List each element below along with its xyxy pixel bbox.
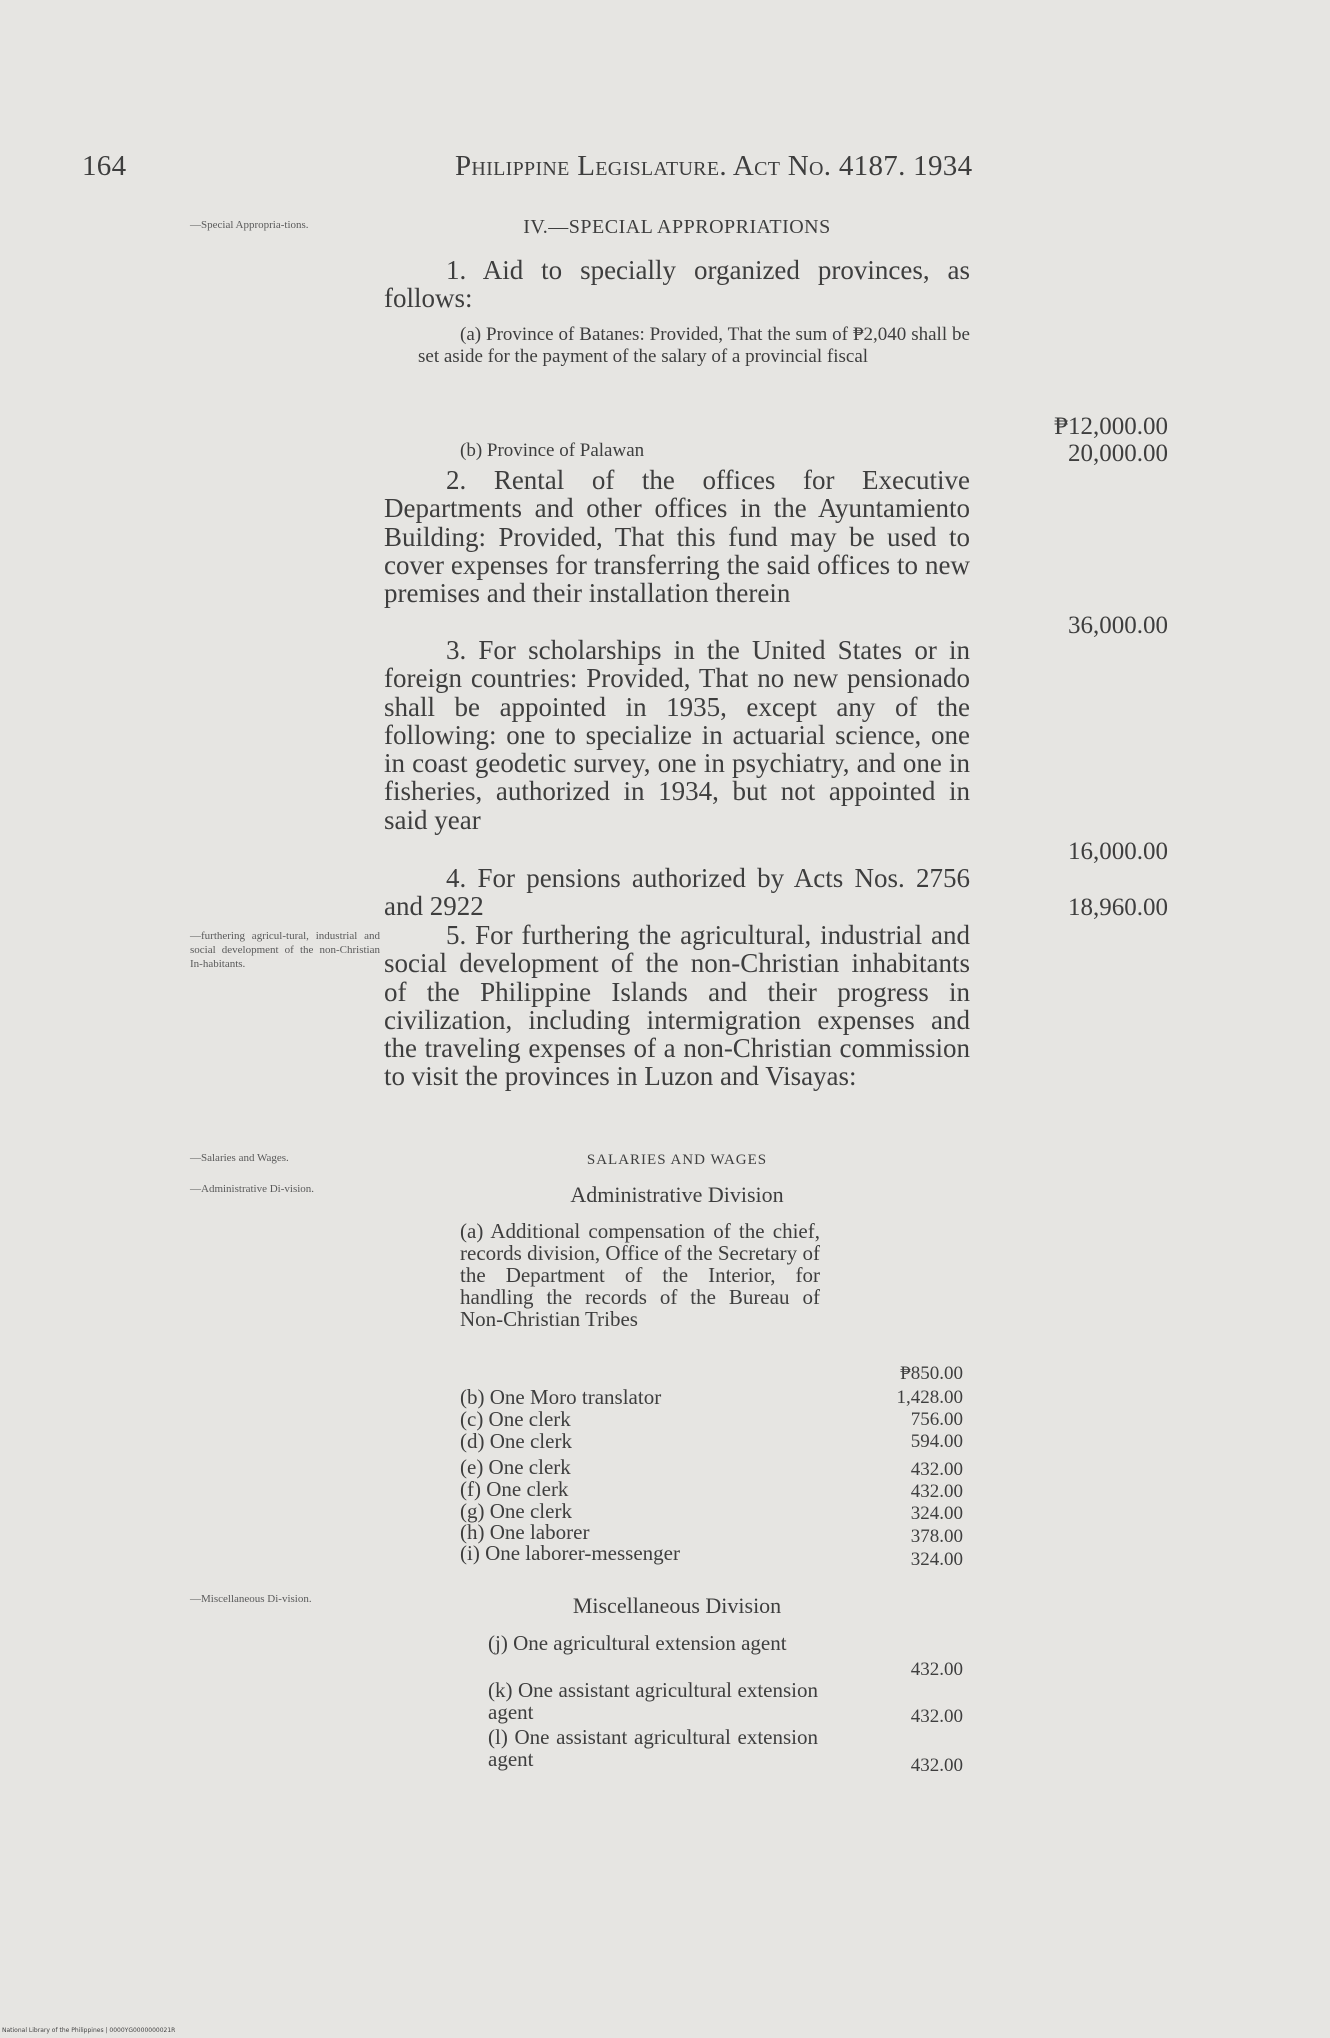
margin-note-non-christian: —furthering agricul-tural, industrial and social development of the non-Christian In-habitants. [190, 930, 380, 970]
item-1b-amount: 20,000.00 [1068, 440, 1168, 467]
item-1a-amount: ₱12,000.00 [1054, 413, 1168, 440]
item-4: 4. For pensions authorized by Acts Nos. 2756 and 2922 [384, 863, 970, 922]
item-2: 2. Rental of the offices for Executive Departments and other offices in the Ayuntamiento Building: Provided, That this fund may be used to cover expenses for transferring the said offices to new premises and their installation therein [384, 465, 970, 609]
misc-item-k: (k) One assistant agricultural extension agent [488, 1678, 818, 1724]
admin-item-g-amount: 324.00 [910, 1503, 963, 1524]
salaries-heading: SALARIES AND WAGES [586, 1152, 768, 1168]
admin-item-c-amount: 756.00 [910, 1409, 963, 1430]
admin-item-b-amount: 1,428.00 [896, 1387, 963, 1408]
admin-item-f-amount: 432.00 [910, 1481, 963, 1502]
admin-item-e: (e) One clerk [460, 1455, 571, 1479]
admin-item-h-amount: 378.00 [910, 1526, 963, 1547]
margin-note-administrative: —Administrative Di-vision. [190, 1183, 315, 1195]
admin-item-h: (h) One laborer [460, 1520, 590, 1544]
admin-item-c: (c) One clerk [460, 1407, 571, 1431]
item-5: 5. For furthering the agricultural, industrial and social development of the non-Christian inhabitants of the Philippine Islands and their progress in civilization, including intermigration expenses and the traveling expenses of a non-Christian commission to visit the provinces in Luzon and Visayas: [384, 920, 970, 1092]
admin-item-b: (b) One Moro translator [460, 1385, 662, 1409]
misc-item-j-amount: 432.00 [910, 1659, 963, 1680]
misc-item-j: (j) One agricultural extension agent [488, 1631, 787, 1655]
admin-item-i-amount: 324.00 [910, 1549, 963, 1570]
miscellaneous-heading: Miscellaneous Division [572, 1593, 782, 1618]
item-1b: (b) Province of Palawan [460, 440, 645, 461]
admin-item-d-amount: 594.00 [910, 1431, 963, 1452]
item-1a: (a) Province of Batanes: Provided, That the sum of ₱2,040 shall be set aside for the payment of the salary of a provincial fiscal [418, 324, 970, 367]
item-1: 1. Aid to specially organized provinces, as follows: [384, 255, 970, 314]
scan-footer: National Library of the Philippines | 0000YG0000000021R [2, 2027, 176, 2034]
admin-item-a: (a) Additional compensation of the chief, records division, Office of the Secretary of the Department of the Interior, for handling the records of the Bureau of Non-Christian Tribes [460, 1219, 820, 1331]
item-4-amount: 18,960.00 [1068, 894, 1168, 921]
page-number: 164 [82, 150, 127, 182]
margin-note-salaries: —Salaries and Wages. [190, 1152, 289, 1164]
admin-item-e-amount: 432.00 [910, 1459, 963, 1480]
margin-note-miscellaneous: —Miscellaneous Di-vision. [190, 1593, 312, 1605]
section-title: IV.—SPECIAL APPROPRIATIONS [523, 216, 831, 238]
admin-item-d: (d) One clerk [460, 1429, 572, 1453]
admin-item-a-amount: ₱850.00 [900, 1363, 963, 1384]
misc-item-k-amount: 432.00 [910, 1706, 963, 1727]
running-title: Philippine Legislature. Act No. 4187. 1934 [455, 150, 973, 182]
administrative-heading: Administrative Division [570, 1182, 784, 1207]
misc-item-l-amount: 432.00 [910, 1755, 963, 1776]
item-3: 3. For scholarships in the United States or in foreign countries: Provided, That no new pensionado shall be appointed in 1935, except any of the following: one to specialize in actuarial science, one in coast geodetic survey, one in psychiatry, and one in fisheries, authorized in 1934, but not appointed in said year [384, 635, 970, 835]
item-3-amount: 16,000.00 [1068, 838, 1168, 865]
admin-item-g: (g) One clerk [460, 1499, 572, 1523]
margin-note-special-appropriations: —Special Appropria-tions. [190, 219, 309, 231]
misc-item-l: (l) One assistant agricultural extension agent [488, 1725, 818, 1771]
item-2-amount: 36,000.00 [1068, 612, 1168, 639]
admin-item-i: (i) One laborer-messenger [460, 1541, 680, 1565]
admin-item-f: (f) One clerk [460, 1477, 569, 1501]
